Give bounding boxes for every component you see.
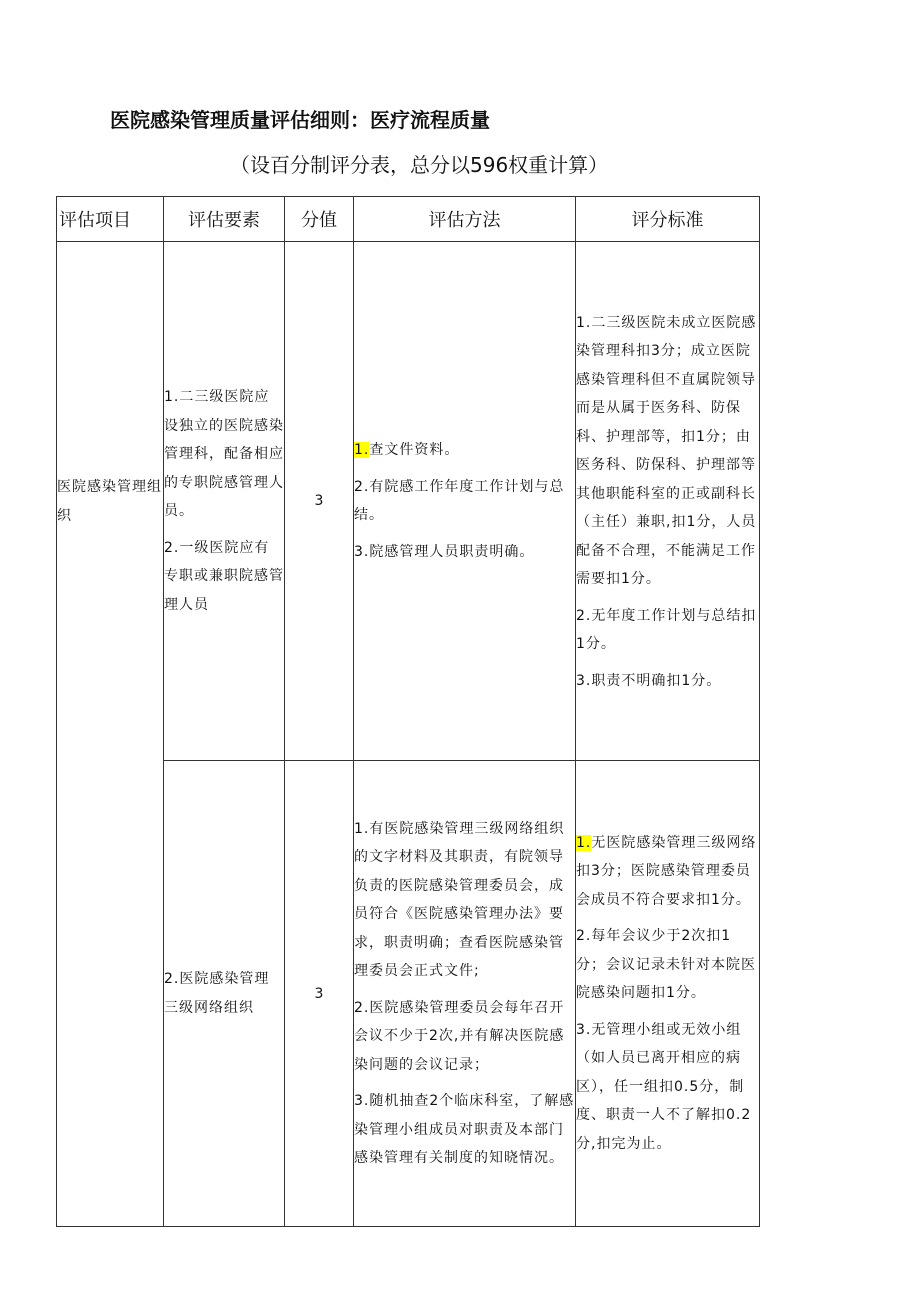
header-method: 评估方法 [354, 197, 576, 242]
criteria-cell [576, 242, 760, 761]
criteria-cell [576, 761, 760, 1227]
score-cell: 3 [285, 761, 354, 1227]
criteria-text: 3.职责不明确扣1分。 [576, 672, 722, 689]
evaluation-table [56, 196, 760, 1227]
method-text: 3.院感管理人员职责明确。 [354, 543, 535, 560]
method-text: 3.随机抽查2个临床科室，了解感染管理小组成员对职责及本部门感染管理有关制度的知晓情况。 [354, 1093, 575, 1166]
method-text: 1.有医院感染管理三级网络组织的文字材料及其职责，有院领导负责的医院感染管理委员会，成员符合《医院感染管理办法》要求，职责明确；查看医院感染管理委员会正式文件; [354, 820, 565, 979]
table-header-row [57, 197, 760, 242]
criteria-text: 1.二三级医院未成立医院感染管理科扣3分；成立医院感染管理科但不直属院领导而是从属于医务科、防保科、护理部等，扣1分；由医务科、防保科、护理部等其他职能科室的正或副科长（主任）兼职,扣1分，人员配备不合理，不能满足工作需要扣1分。 [576, 314, 757, 588]
method-text: 2.医院感染管理委员会每年召开会议不少于2次,并有解决医院感染问题的会议记录； [354, 999, 565, 1073]
method-text: 2.有院感工作年度工作计划与总结。 [354, 478, 565, 523]
page-title: 医院感染管理质量评估细则：医疗流程质量 [110, 108, 490, 132]
item-cell [57, 242, 164, 1227]
header-elements: 评估要素 [164, 197, 285, 242]
element-text: 2.一级医院应有专职或兼职院感管理人员 [164, 539, 284, 613]
criteria-text: 1.无医院感染管理三级网络扣3分；医院感染管理委员会成员不符合要求扣1分。 [576, 834, 757, 908]
criteria-text: 2.每年会议少于2次扣1分；会议记录未针对本院医院感染问题扣1分。 [576, 928, 756, 1002]
table-row [57, 242, 760, 761]
method-text: 1.查文件资料。 [354, 442, 460, 458]
header-criteria: 评分标准 [576, 197, 760, 242]
element-text: 2.医院感染管理三级网络组织 [164, 971, 270, 1016]
highlight-mark: 1. [576, 834, 592, 851]
highlight-mark: 1. [354, 442, 370, 458]
page-subtitle: （设百分制评分表，总分以596权重计算） [230, 153, 609, 177]
elements-cell [164, 242, 285, 761]
header-item: 评估项目 [57, 197, 164, 242]
item-name: 医院感染管理组织 [57, 479, 162, 524]
criteria-text: 3.无管理小组或无效小组（如人员已离开相应的病区），任一组扣0.5分，制度、职责一人不了解扣0.2分,扣完为止。 [576, 1021, 752, 1152]
criteria-text: 2.无年度工作计划与总结扣1分。 [576, 607, 757, 653]
element-text: 1.二三级医院应设独立的医院感染管理科，配备相应的专职院感管理人员。 [164, 389, 284, 519]
method-cell [354, 761, 576, 1227]
elements-cell [164, 761, 285, 1227]
method-cell [354, 242, 576, 761]
header-score: 分值 [285, 197, 354, 242]
score-cell: 3 [285, 242, 354, 761]
